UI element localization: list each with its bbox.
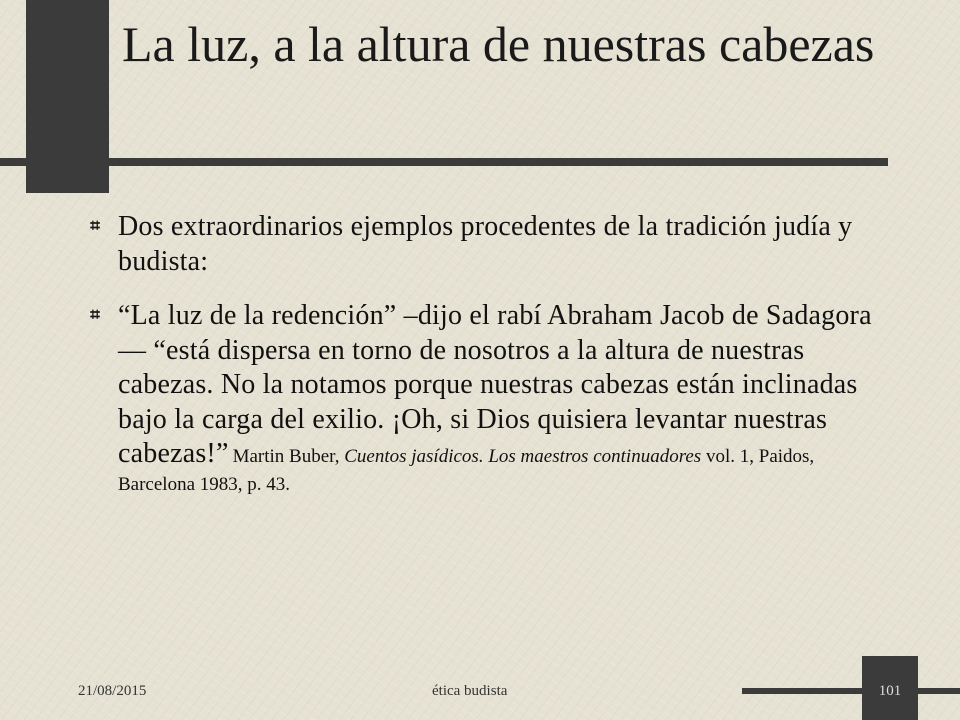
- title-underline-rule: [0, 158, 888, 166]
- citation-title: Cuentos jasídicos.: [344, 446, 484, 467]
- citation-subtitle: Los maestros continuadores: [488, 446, 702, 467]
- hash-bullet-icon: ⌗: [90, 216, 100, 236]
- citation-author: Martin Buber,: [232, 446, 340, 467]
- bullet-text: “La luz de la redención” –dijo el rabí Abraham Jacob de Sadagora— “está dispersa en torno de nosotros a la altura de nuestras cabezas. No la notamos porque nuestras cabezas están inclinadas bajo la carga del exilio. ¡Oh, si Dios quisiera levantar nuestras cabezas!”: [118, 300, 872, 469]
- footer-date: 21/08/2015: [78, 683, 147, 699]
- bullet-item: [86, 299, 886, 497]
- bullet-text: Dos extraordinarios ejemplos procedentes de la tradición judía y budista:: [118, 211, 853, 277]
- footer-title: ética budista: [432, 683, 508, 699]
- bullet-item: [86, 210, 886, 279]
- slide-title: La luz, a la altura de nuestras cabezas: [122, 16, 875, 72]
- footer-rule: [742, 688, 960, 694]
- bullet-list: [86, 210, 886, 517]
- hash-bullet-icon: ⌗: [90, 305, 100, 325]
- page-number: 101: [878, 683, 902, 699]
- citation-details: vol. 1, Paidos, Barcelona 1983, p. 43.: [118, 446, 815, 495]
